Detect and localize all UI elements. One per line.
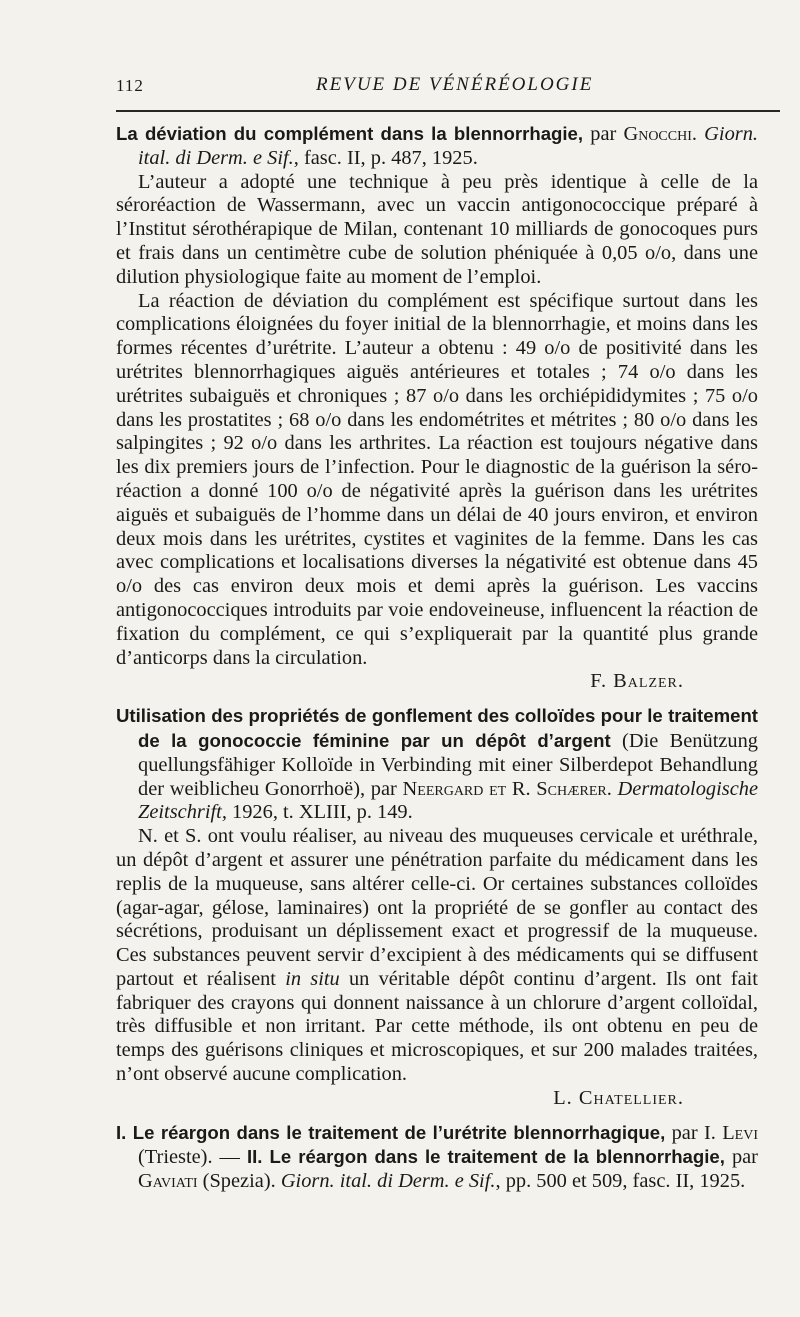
author-place: (Spezia).: [197, 1170, 276, 1193]
article-heading: [116, 704, 758, 825]
italic-term: in situ: [285, 967, 340, 990]
signature: F. Balzer.: [590, 670, 684, 693]
article-author: Gaviati: [138, 1170, 198, 1193]
article-title: I. Le réargon dans le traitement de l’urétrite blennorrhagique,: [116, 1121, 666, 1143]
author-place: (Trieste). —: [138, 1146, 247, 1169]
header-rule: [116, 110, 780, 112]
signature: L. Chatellier.: [553, 1086, 684, 1109]
page-number: 112: [116, 76, 144, 95]
paragraph: L’auteur a adopté une technique à peu près identique à celle de la séroréaction de Wassermann, avec un vaccin antigonococcique préparé à l’Institut sérothérapique de Milan, contenant 10 milliards de gonocoques purs et frais dans un centimètre cube de solution phéniquée à 0,05 o/o, dans une dilution physiologique faite au moment de l’emploi.: [116, 170, 758, 288]
paragraph-text: N. et S. ont voulu réaliser, au niveau des muqueuses cervicale et uréthrale, un dépôt d’argent et assurer une pénétration parfaite du médicament dans les replis de la muqueuse, sans altérer celle-ci. Or certaines substances colloïdes (agar-agar, gélose, laminaires) ont la propriété de se gonfler au contact des sécrétions, produisant un déplissement exact et progressif de la muqueuse. Ces substances peuvent servir d’excipient à des médicaments qui se diffusent partout et réalisent: [116, 825, 758, 990]
page-header: [116, 74, 672, 102]
article-heading: [116, 1121, 758, 1194]
paragraph: [116, 825, 758, 1087]
article-issue: , pp. 500 et 509, fasc. II, 1925.: [495, 1170, 746, 1193]
article-colloids: [116, 704, 758, 1111]
by-label: par: [731, 1146, 758, 1169]
content: [116, 122, 758, 1194]
article-journal: Giorn. ital. di Derm. e Sif.: [280, 1170, 496, 1193]
article-title: II. Le réargon dans le traitement de la blennorrhagie,: [246, 1146, 725, 1168]
article-reargon: [116, 1121, 758, 1194]
article-author: Gnocchi.: [623, 123, 697, 145]
article-journal: Dermatologische Zeitschrift,: [138, 777, 758, 824]
article-complement-deviation: [116, 122, 758, 694]
article-title: La déviation du complément dans la blennorrhagie,: [116, 123, 584, 144]
article-issue: 1926, t. XLIII, p. 149.: [226, 801, 413, 824]
by-label: par: [590, 123, 617, 145]
article-title: Utilisation des propriétés de gonflement des colloïdes pour le traitement de la gonococcie féminine par un dépôt d’argent: [116, 705, 758, 751]
running-title: REVUE DE VÉNÉRÉOLOGIE: [316, 74, 594, 95]
article-journal: Giorn. ital. di Derm. e Sif.: [138, 123, 758, 169]
by-label: par: [671, 1121, 698, 1144]
article-author: I. Levi: [703, 1121, 758, 1144]
article-heading: [116, 122, 758, 171]
paragraph-text: un véritable dépôt continu d’argent. Ils ont fait fabriquer des crayons qui donnent naissance à un chlorure d’argent colloïdal, très diffusible et non irritant. Par cette méthode, ils ont obtenu en peu de temps des guérisons cliniques et microscopiques, et sur 200 malades traitées, n’ont observé aucune complication.: [116, 967, 758, 1086]
article-authors: Neergard et R. Schærer.: [402, 777, 612, 800]
paragraph: La réaction de déviation du complément est spécifique surtout dans les complications éloignées du foyer initial de la blennorrhagie, et moins dans les formes récentes d’urétrite. L’auteur a obtenu : 49 o/o de positivité dans les urétrites blennorrhagiques aiguës antérieures et totales ; 74 o/o dans les urétrites subaiguës et chroniques ; 87 o/o dans les orchiépididymites ; 75 o/o dans les prostatites ; 68 o/o dans les endométrites et métrites ; 80 o/o dans les salpingites ; 92 o/o dans les arthrites. La réaction est toujours négative dans les dix premiers jours de l’infection. Pour le diagnostic de la guérison la séro-réaction a donné 100 o/o de négativité après la guérison dans les urétrites aiguës et subaiguës de l’homme dans un délai de 40 jours environ, et environ deux mois dans les urétrites, cystites et vaginites de la femme. Dans les cas avec complications et localisations diverses la négativité est obtenue dans 45 o/o des cas environ deux mois et demi après la guérison. Les vaccins antigonococciques introduits par voie endoveineuse, influencent la réaction de fixation du complément, ce qui s’expliquerait par la quantité plus grande d’anticorps dans la circulation.: [116, 289, 758, 669]
article-issue: , fasc. II, p. 487, 1925.: [293, 146, 478, 169]
german-title: (Die Benützung quellungsfähiger Kolloïde in Verbinding mit einer Silberdepot Behandlung der weiblicheu Gonorrhoë), par: [138, 729, 758, 800]
